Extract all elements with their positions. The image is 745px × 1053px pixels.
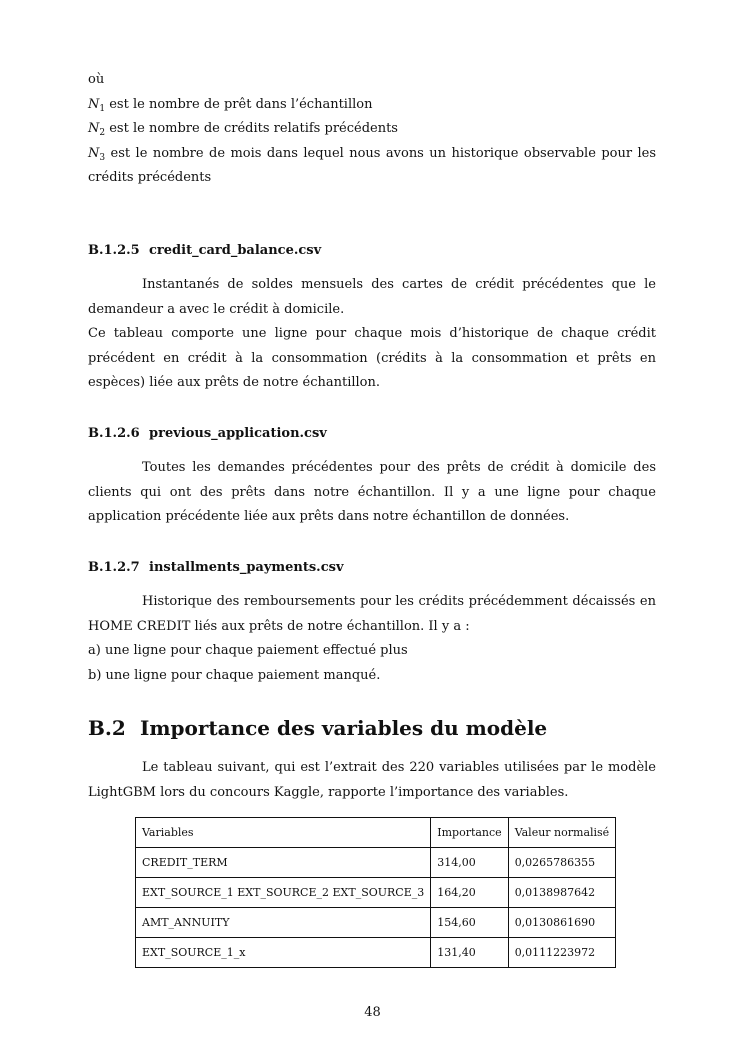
table-cell: 164,20 bbox=[431, 878, 508, 908]
table-cell: CREDIT_TERM bbox=[136, 848, 431, 878]
paragraph-variable-importance: Le tableau suivant, qui est l’extrait des 220 variables utilisées par le modèle LightGBM lors du concours Kaggle, rapporte l’importance des variables. bbox=[88, 760, 656, 800]
table-cell: 0,0265786355 bbox=[508, 848, 616, 878]
var-n3: $N_3$ bbox=[88, 145, 106, 163]
table-row bbox=[136, 878, 616, 908]
heading-previous-application: B.1.2.6 previous_application.csv bbox=[88, 425, 327, 441]
page-body bbox=[88, 68, 656, 968]
table-cell: 0,0138987642 bbox=[508, 878, 616, 908]
paragraph-installments-payments: Historique des remboursements pour les crédits précédemment décaissés en HOME CREDIT liés aux prêts de notre échantillon. Il y a : bbox=[88, 594, 656, 634]
paragraph-previous-application: Toutes les demandes précédentes pour des prêts de crédit à domicile des clients qui ont des prêts dans notre échantillon. Il y a une ligne pour chaque application précédente liée aux prêts dans notre échantillon de données. bbox=[88, 460, 656, 524]
page-number: 48 bbox=[364, 1005, 381, 1020]
heading-credit-card-balance: B.1.2.5 credit_card_balance.csv bbox=[88, 242, 322, 258]
table-header-cell: Importance bbox=[431, 818, 508, 848]
table-cell: 131,40 bbox=[431, 938, 508, 968]
table-row bbox=[136, 938, 616, 968]
intro-ou: où bbox=[88, 72, 105, 87]
var-n1: $N_1$ bbox=[88, 96, 106, 114]
paragraph-credit-card-balance-2: Ce tableau comporte une ligne pour chaque mois d’historique de chaque crédit précédent en crédit à la consommation (crédits à la consommation et prêts en espèces) liée aux prêts de notre échantillon. bbox=[88, 326, 656, 390]
table-cell: EXT_SOURCE_1 EXT_SOURCE_2 EXT_SOURCE_3 bbox=[136, 878, 431, 908]
list-item-a: a) une ligne pour chaque paiement effectué plus bbox=[88, 643, 408, 658]
table-header-cell: Variables bbox=[136, 818, 431, 848]
table-header-cell: Valeur normalisé bbox=[508, 818, 616, 848]
table-cell: AMT_ANNUITY bbox=[136, 908, 431, 938]
intro-line-n1: $N_1$ est le nombre de prêt dans l’échantillon bbox=[88, 96, 373, 114]
table-header-row bbox=[136, 818, 616, 848]
table-cell: 154,60 bbox=[431, 908, 508, 938]
table-cell: 314,00 bbox=[431, 848, 508, 878]
importance-table bbox=[135, 817, 616, 968]
intro-line-n2: $N_2$ est le nombre de crédits relatifs précédents bbox=[88, 121, 398, 138]
heading-variable-importance: B.2 Importance des variables du modèle bbox=[88, 716, 548, 740]
table-row bbox=[136, 848, 616, 878]
table-row bbox=[136, 908, 616, 938]
var-n2: $N_2$ bbox=[88, 121, 106, 138]
table-cell: EXT_SOURCE_1_x bbox=[136, 938, 431, 968]
list-item-b: b) une ligne pour chaque paiement manqué. bbox=[88, 667, 381, 683]
paragraph-credit-card-balance-1: Instantanés de soldes mensuels des cartes de crédit précédentes que le demandeur a avec le crédit à domicile. bbox=[88, 277, 656, 317]
intro-line-n3: $N_3$ est le nombre de mois dans lequel nous avons un historique observable pour les crédits précédents bbox=[88, 145, 656, 185]
table-cell: 0,0130861690 bbox=[508, 908, 616, 938]
heading-installments-payments: B.1.2.7 installments_payments.csv bbox=[88, 559, 344, 575]
table-cell: 0,0111223972 bbox=[508, 938, 616, 968]
